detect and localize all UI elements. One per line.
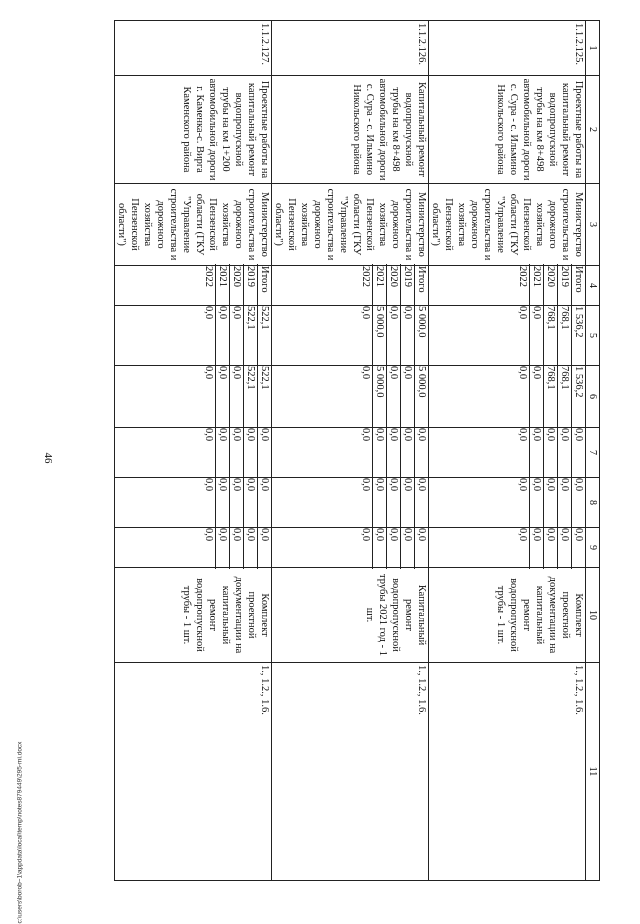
row-indicators: 1., 1.2., 1.6. [272, 663, 429, 881]
value-item: 0,0 [360, 428, 371, 442]
column-number-header [586, 21, 600, 881]
row-regional-budget [272, 366, 429, 428]
value-item: 0,0 [400, 304, 414, 367]
value-item: 2019 [243, 264, 257, 307]
header-cell: 4 [586, 266, 600, 306]
value-item: 0,0 [557, 426, 571, 479]
row-years [115, 266, 272, 306]
header-cell: 3 [586, 184, 600, 266]
table-row [115, 21, 272, 881]
row-total [429, 306, 586, 366]
row-years [272, 266, 429, 306]
value-item: 2022 [203, 266, 214, 287]
table-row [272, 21, 429, 881]
value-item: 768,1 [557, 364, 571, 429]
value-item: 0,0 [372, 526, 386, 569]
row-col8-list [202, 478, 271, 527]
program-activities-table [114, 20, 600, 881]
row-years [429, 266, 586, 306]
value-item: 2020 [386, 264, 400, 307]
row-result: Капитальный ремонт водопропускной трубы 2021 год - 1 шт. [272, 568, 429, 663]
row-col7 [429, 428, 586, 478]
row-col9-list [516, 528, 585, 567]
value-item: 0,0 [360, 306, 371, 320]
value-item: 1 536,2 [571, 304, 585, 367]
row-regional-budget-list [516, 366, 585, 427]
row-total-list [516, 306, 585, 365]
header-cell: 11 [586, 663, 600, 881]
row-col8 [115, 478, 272, 528]
value-item: 0,0 [529, 304, 543, 367]
header-cell: 9 [586, 528, 600, 568]
row-col7-list [202, 428, 271, 477]
row-col7 [115, 428, 272, 478]
value-item: 0,0 [386, 526, 400, 569]
row-total [115, 306, 272, 366]
row-total-list [359, 306, 428, 365]
value-item: 0,0 [215, 526, 229, 569]
header-cell: 5 [586, 306, 600, 366]
value-item: 0,0 [386, 426, 400, 479]
row-years-list [359, 266, 428, 305]
row-col7 [272, 428, 429, 478]
value-item: 0,0 [243, 476, 257, 529]
value-item: 0,0 [386, 476, 400, 529]
row-col9 [429, 528, 586, 568]
value-item: 2020 [229, 264, 243, 307]
value-item: 0,0 [203, 428, 214, 442]
page-number: 46 [42, 452, 54, 464]
value-item: 0,0 [203, 478, 214, 492]
row-result: Комплект проектной документации на капитальный ремонт водопропускной трубы - 1 шт. [115, 568, 272, 663]
value-item: 0,0 [571, 476, 585, 529]
row-regional-budget-list [359, 366, 428, 427]
value-item: 0,0 [229, 304, 243, 367]
value-item: 522,1 [243, 304, 257, 367]
value-item: 0,0 [557, 476, 571, 529]
value-item: 5 000,0 [414, 304, 428, 367]
row-years-list [516, 266, 585, 305]
value-item: 0,0 [557, 526, 571, 569]
row-col7-list [516, 428, 585, 477]
row-col8 [272, 478, 429, 528]
row-regional-budget [115, 366, 272, 428]
row-executor: Министерство строительства и дорожного хозяйства Пензенской области (ГКУ "Управление строительства и дорожного хозяйства Пензенской области") [272, 184, 429, 266]
value-item: 0,0 [400, 476, 414, 529]
row-executor: Министерство строительства и дорожного хозяйства Пензенской области (ГКУ "Управление строительства и дорожного хозяйства Пензенской области") [115, 184, 272, 266]
value-item: 0,0 [203, 366, 214, 380]
value-item: 0,0 [529, 526, 543, 569]
value-item: Итого [571, 264, 585, 307]
value-item: 0,0 [571, 426, 585, 479]
row-regional-budget [429, 366, 586, 428]
header-cell: 10 [586, 568, 600, 663]
value-item: 0,0 [215, 304, 229, 367]
row-id: 1.1.2.126. [272, 21, 429, 76]
value-item: 2022 [517, 266, 528, 287]
row-result: Комплект проектной документации на капитальный ремонт водопропускной трубы - 1 шт. [429, 568, 586, 663]
row-regional-budget-list [202, 366, 271, 427]
value-item: 2019 [557, 264, 571, 307]
value-item: 5 000,0 [372, 364, 386, 429]
value-item: 0,0 [360, 478, 371, 492]
value-item: 0,0 [257, 476, 271, 529]
value-item: 0,0 [386, 304, 400, 367]
value-item: 0,0 [529, 426, 543, 479]
value-item: 0,0 [529, 476, 543, 529]
value-item: 0,0 [229, 426, 243, 479]
value-item: Итого [257, 264, 271, 307]
row-col8-list [516, 478, 585, 527]
value-item: 5 000,0 [414, 364, 428, 429]
value-item: 768,1 [557, 304, 571, 367]
value-item: 0,0 [372, 426, 386, 479]
header-cell: 1 [586, 21, 600, 76]
row-description: Капитальный ремонт водопропускной трубы на км 8+498 автомобильной дороги с. Сура - с. Ильмино Никольского района [272, 76, 429, 184]
value-item: 0,0 [257, 426, 271, 479]
header-cell: 7 [586, 428, 600, 478]
value-item: 0,0 [517, 366, 528, 380]
value-item: 2021 [529, 264, 543, 307]
value-item: 768,1 [543, 364, 557, 429]
value-item: 0,0 [229, 526, 243, 569]
value-item: 522,1 [243, 364, 257, 429]
value-item: 0,0 [400, 426, 414, 479]
value-item: 0,0 [203, 306, 214, 320]
value-item: 0,0 [243, 426, 257, 479]
row-id: 1.1.2.127. [115, 21, 272, 76]
value-item: Итого [414, 264, 428, 307]
value-item: 2021 [372, 264, 386, 307]
value-item: 1 536,2 [571, 364, 585, 429]
header-cell: 6 [586, 366, 600, 428]
row-col7-list [359, 428, 428, 477]
value-item: 0,0 [414, 426, 428, 479]
value-item: 0,0 [571, 526, 585, 569]
value-item: 2022 [360, 266, 371, 287]
row-indicators: 1., 1.2., 1.6. [115, 663, 272, 881]
value-item: 0,0 [229, 476, 243, 529]
value-item: 0,0 [517, 528, 528, 542]
rotated-table-container [110, 20, 600, 880]
value-item: 2019 [400, 264, 414, 307]
row-col9-list [202, 528, 271, 567]
value-item: 522,1 [257, 364, 271, 429]
value-item: 0,0 [400, 364, 414, 429]
value-item: 0,0 [543, 476, 557, 529]
row-description: Проектные работы на капитальный ремонт водопропускной трубы на км 1+200 автомобильной дороги г. Каменка-с. Вирга Каменского района [115, 76, 272, 184]
value-item: 0,0 [215, 476, 229, 529]
value-item: 0,0 [386, 364, 400, 429]
value-item: 0,0 [243, 526, 257, 569]
value-item: 0,0 [529, 364, 543, 429]
table-row [429, 21, 586, 881]
value-item: 0,0 [229, 364, 243, 429]
row-years-list [202, 266, 271, 305]
footer-file-path: c:\users\borob~1\appdata\local\temp\notes879449\295-mi.docx [16, 741, 24, 924]
row-col8 [429, 478, 586, 528]
value-item: 0,0 [543, 526, 557, 569]
value-item: 2021 [215, 264, 229, 307]
value-item: 0,0 [414, 526, 428, 569]
row-col8-list [359, 478, 428, 527]
row-description: Проектные работы на капитальный ремонт водопропускной трубы на км 8+498 автомобильной дороги с. Сура - с. Ильмино Никольского района [429, 76, 586, 184]
value-item: 0,0 [414, 476, 428, 529]
value-item: 2020 [543, 264, 557, 307]
value-item: 0,0 [360, 366, 371, 380]
row-total-list [202, 306, 271, 365]
value-item: 0,0 [517, 306, 528, 320]
header-cell: 8 [586, 478, 600, 528]
value-item: 0,0 [372, 476, 386, 529]
value-item: 768,1 [543, 304, 557, 367]
value-item: 0,0 [517, 478, 528, 492]
row-indicators: 1., 1.2., 1.6. [429, 663, 586, 881]
row-id: 1.1.2.125. [429, 21, 586, 76]
value-item: 0,0 [203, 528, 214, 542]
value-item: 0,0 [543, 426, 557, 479]
row-col9-list [359, 528, 428, 567]
row-total [272, 306, 429, 366]
value-item: 5 000,0 [372, 304, 386, 367]
value-item: 0,0 [517, 428, 528, 442]
row-col9 [115, 528, 272, 568]
row-executor: Министерство строительства и дорожного хозяйства Пензенской области (ГКУ "Управление строительства и дорожного хозяйства Пензенской области") [429, 184, 586, 266]
value-item: 0,0 [400, 526, 414, 569]
value-item: 522,1 [257, 304, 271, 367]
value-item: 0,0 [215, 426, 229, 479]
value-item: 0,0 [257, 526, 271, 569]
row-col9 [272, 528, 429, 568]
value-item: 0,0 [360, 528, 371, 542]
header-cell: 2 [586, 76, 600, 184]
value-item: 0,0 [215, 364, 229, 429]
